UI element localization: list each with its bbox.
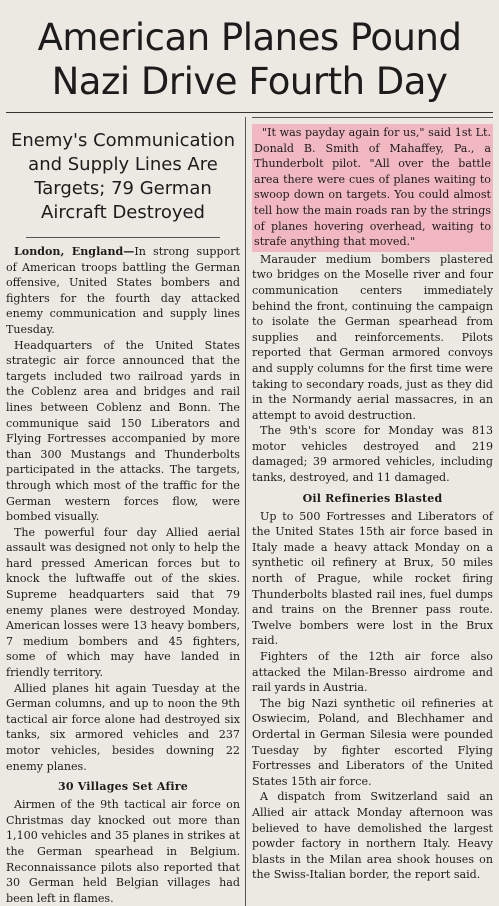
paragraph: A dispatch from Switzerland said an Allied air attack Monday afternoon was believed to have demolished the largest powder factory in northern Italy. Heavy blasts in the Milan area shook houses on the Swiss-Italian border, the report said. [252, 790, 493, 882]
left-column [6, 117, 246, 906]
subheading: Oil Refineries Blasted [302, 491, 443, 505]
deck-line-4: Aircraft Destroyed [41, 202, 205, 223]
headline-line-1: American Planes Pound [37, 16, 462, 59]
deck-headline [6, 129, 240, 225]
deck-rule [26, 237, 220, 238]
paragraph: Up to 500 Fortresses and Liberators of the United States 15th air force based in Italy made a heavy attack Monday on a synthetic oil refinery at Brux, 50 miles north of Prague, while rocket firing Thunderbolts blasted rail ines, fuel dumps and trains on the Brenner pass route. Twelve bombers were lost in the Brux raid. [252, 509, 493, 648]
subheading: 30 Villages Set Afire [58, 780, 188, 794]
headline [6, 16, 493, 104]
paragraph: Marauder medium bombers plastered two bridges on the Moselle river and four communication centers immediately behind the front, continuing the campaign to isolate the German spearhead from supplies and reinforcements. Pilots reported that German armored convoys and supply columns for the first time were taking to secondary roads, just as they did in the Normandy aerial massacres, in an attempt to avoid destruction. [252, 252, 493, 422]
paragraph: The 9th's score for Monday was 813 motor vehicles destroyed and 219 damaged; 39 armored vehicles, including tanks, destroyed, and 11 damaged. [252, 424, 493, 485]
paragraph: The powerful four day Allied aerial assault was designed not only to help the hard pressed American forces but to knock the luftwaffe out of the skies. Supreme headquarters said that 79 enemy planes were destroyed Monday. American losses were 13 heavy bombers, 7 medium bombers and 45 fighters, some of which may have landed in friendly territory. [6, 525, 240, 680]
paragraph: The big Nazi synthetic oil refineries at Oswiecim, Poland, and Blechhamer and Ordertal in German Silesia were pounded Tuesday by fighter escorted Flying Fortresses and Liberators of the United States 15th air force. [252, 696, 493, 788]
paragraph-text: In strong support of American troops battling the German offensive, United States bombers and fighters for the fourth day attacked enemy communication and supply lines Tuesday. [6, 245, 240, 336]
paragraph: Headquarters of the United States strategic air force announced that the targets included two railroad yards in the Coblenz area and bridges and rail lines between Coblenz and Bonn. The communique said 150 Liberators and Flying Fortresses accompanied by more than 300 Mustangs and Thunderbolts participated in the attacks. The targets, through which most of the traffic for the German western forces flow, were bombed visually. [6, 338, 240, 524]
deck-line-3: Targets; 79 German [34, 178, 212, 199]
paragraph: Fighters of the 12th air force also attacked the Milan-Bresso airdrome and rail yards in Austria. [252, 650, 493, 695]
deck-line-1: Enemy's Communication [11, 130, 235, 151]
headline-line-2: Nazi Drive Fourth Day [51, 60, 448, 103]
headline-rule [6, 112, 493, 113]
right-column [246, 117, 493, 906]
article-columns [6, 117, 493, 906]
paragraph [6, 244, 240, 338]
paragraph: Airmen of the 9th tactical air force on Christmas day knocked out more than 1,100 vehicles and 35 planes in strikes at the German spearhead in Belgium. Reconnaissance pilots also reported that 30 German held Belgian villages had been left in flames. [6, 798, 240, 905]
deck-line-2: and Supply Lines Are [28, 154, 218, 175]
paragraph: Allied planes hit again Tuesday at the German columns, and up to noon the 9th tactical air force alone had destroyed six tanks, six armored vehicles and 237 motor vehicles, besides downing 22 enemy planes. [6, 681, 240, 773]
column-rule [252, 117, 493, 118]
highlighted-quote: "It was payday again for us," said 1st Lt. Donald B. Smith of Mahaffey, Pa., a Thunderbolt pilot. "All over the battle area there were cues of planes waiting to swoop down on targets. You could almost tell how the main roads ran by the strings of planes hovering overhead, waiting to strafe anything that moved." [252, 124, 493, 252]
dateline: London, England— [14, 245, 135, 258]
